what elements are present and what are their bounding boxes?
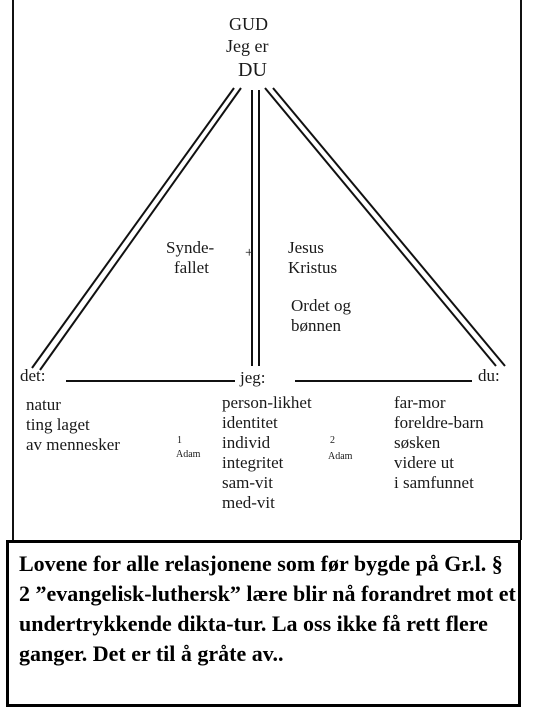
det-items: natur ting laget av mennesker bbox=[26, 395, 120, 454]
adam2-label: Adam bbox=[328, 451, 353, 462]
cross-symbol: + bbox=[245, 245, 254, 261]
line-god-to-det-a bbox=[32, 88, 234, 368]
jeg-items: person-likhet identitet individ integritet sam-vit med-vit bbox=[222, 393, 312, 512]
god-label: GUD bbox=[229, 14, 268, 34]
word-and-prayer-label: Ordet og bønnen bbox=[291, 296, 351, 335]
caption-text: Lovene for alle relasjonene som før bygde på Gr.l. § 2 ”evangelisk-luthersk” lære blir nå forandret mot et undertrykkende dikta-tur. La oss ikke få rett flere ganger. Det er til å gråte av.. bbox=[19, 551, 516, 666]
du-items: far-mor foreldre-barn søsken videre ut i samfunnet bbox=[394, 393, 484, 492]
adam1-number: 1 bbox=[177, 435, 182, 446]
caption-box bbox=[6, 540, 521, 707]
fall-label: Synde- fallet bbox=[166, 238, 215, 277]
adam2-number: 2 bbox=[330, 435, 335, 446]
jesus-christ-label: Jesus Kristus bbox=[288, 238, 338, 277]
node-du: du: bbox=[478, 366, 500, 385]
node-jeg: jeg: bbox=[240, 368, 266, 387]
node-det: det: bbox=[20, 366, 46, 385]
du-top-label: DU bbox=[238, 59, 267, 81]
line-god-to-det-b bbox=[40, 88, 241, 370]
adam1-label: Adam bbox=[176, 449, 201, 460]
i-am-label: Jeg er bbox=[226, 36, 269, 56]
